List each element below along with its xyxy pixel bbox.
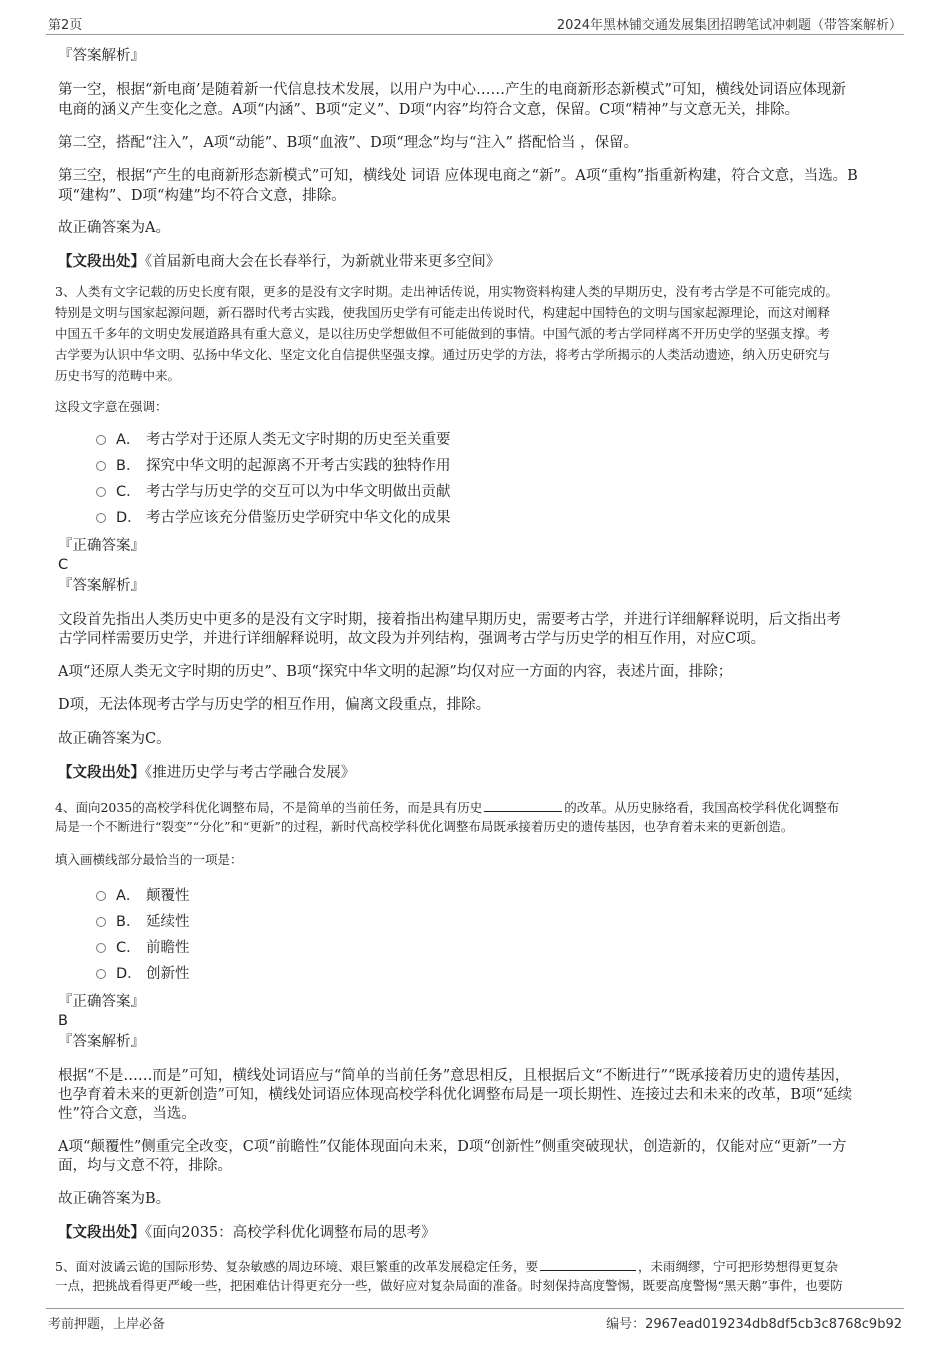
analysis-heading: 『答案解析』 — [58, 48, 145, 64]
analysis-text: A项“还原人类无文字时期的历史”、B项“探究中华文明的起源”均仅对应一方面的内容，表述片面，排除； — [58, 664, 733, 680]
analysis-text: 第二空，搭配“注入”，A项“动能”、B项“血液”、D项“理念”均与“注入” 搭配恰当 ，保留。 — [58, 135, 639, 151]
option-c[interactable]: C． 前瞻性 — [96, 938, 190, 958]
analysis-heading: 『答案解析』 — [58, 578, 145, 594]
source-title: 《推进历史学与考古学融合发展》 — [145, 765, 356, 781]
fill-blank — [540, 1256, 636, 1271]
question-stem: 4、面向2035的高校学科优化调整布局，不是简单的当前任务，而是具有历史 的改革。从历史脉络看，我国高校学科优化调整布 — [55, 797, 839, 817]
correct-answer: C — [58, 557, 69, 573]
radio-icon[interactable] — [96, 461, 106, 471]
answer-heading: 『正确答案』 — [58, 994, 145, 1010]
footer-slogan: 考前押题，上岸必备 — [48, 1317, 166, 1332]
question-prompt: 填入画横线部分最恰当的一项是： — [55, 852, 243, 867]
source-line — [58, 252, 500, 272]
analysis-text: 项“建构”、D项“构建”均不符合文意，排除。 — [58, 188, 346, 204]
conclusion-text: 故正确答案为C。 — [58, 731, 171, 747]
fill-blank — [484, 797, 562, 812]
radio-icon[interactable] — [96, 917, 106, 927]
question-stem: 一点，把挑战看得更严峻一些，把困难估计得更充分一些，做好应对复杂局面的准备。时刻保持高度警惕，既要高度警惕“黑天鹅”事件，也要防 — [55, 1278, 843, 1293]
analysis-text: D项，无法体现考古学与历史学的相互作用，偏离文段重点，排除。 — [58, 697, 491, 713]
source-line — [58, 1223, 436, 1243]
analysis-text: 文段首先指出人类历史中更多的是没有文字时期，接着指出构建早期历史，需要考古学，并进行详细解释说明，后文指出考 — [58, 612, 841, 628]
option-a[interactable]: A． 考古学对于还原人类无文字时期的历史至关重要 — [96, 430, 451, 450]
analysis-text: 也孕育着未来的更新创造”可知，横线处词语应体现高校学科优化调整布局是一项长期性、连接过去和未来的改革，B项“延续 — [58, 1087, 852, 1103]
question-stem: 历史书写的范畴中来。 — [55, 368, 181, 383]
analysis-text: 古学同样需要历史学，并进行详细解释说明，故文段为并列结构，强调考古学与历史学的相互作用，对应C项。 — [58, 631, 766, 647]
source-title: 《面向2035：高校学科优化调整布局的思考》 — [145, 1225, 436, 1241]
page-number: 第2页 — [48, 18, 83, 33]
source-label: 【文段出处】 — [58, 1224, 145, 1241]
question-stem: 5、面对波谲云诡的国际形势、复杂敏感的周边环境、艰巨繁重的改革发展稳定任务，要 ，未雨绸缪，宁可把形势想得更复杂 — [55, 1256, 838, 1276]
document-id: 编号：2967ead019234db8df5cb3c8768c9b92 — [606, 1317, 902, 1332]
radio-icon[interactable] — [96, 513, 106, 523]
option-d[interactable]: D． 创新性 — [96, 964, 190, 984]
radio-icon[interactable] — [96, 891, 106, 901]
radio-icon[interactable] — [96, 487, 106, 497]
question-stem: 中国五千多年的文明史发展道路具有重大意义，是以往历史学想做但不可能做到的事情。中国气派的考古学同样离不开历史学的坚强支撑。考 — [55, 326, 831, 341]
analysis-text: 性”符合文意，当选。 — [58, 1106, 196, 1122]
option-b[interactable]: B． 探究中华文明的起源离不开考古实践的独特作用 — [96, 456, 451, 476]
source-title: 《首届新电商大会在长春举行，为新就业带来更多空间》 — [145, 254, 501, 270]
option-d[interactable]: D． 考古学应该充分借鉴历史学研究中华文化的成果 — [96, 508, 451, 528]
radio-icon[interactable] — [96, 943, 106, 953]
source-line — [58, 763, 355, 783]
option-c[interactable]: C． 考古学与历史学的交互可以为中华文明做出贡献 — [96, 482, 451, 502]
page-footer — [46, 1308, 904, 1333]
conclusion-text: 故正确答案为A。 — [58, 220, 170, 236]
question-stem: 特别是文明与国家起源问题，新石器时代考古实践，使我国历史学有可能走出传说时代，构建起中国特色的文明与国家起源理论，而这对阐释 — [55, 305, 831, 320]
question-stem: 3、人类有文字记载的历史长度有限，更多的是没有文字时期。走出神话传说，用实物资料构建人类的早期历史，没有考古学是不可能完成的。 — [55, 284, 838, 299]
analysis-text: 第一空，根据“新电商’是随着新一代信息技术发展，以用户为中心……产生的电商新形态新模式”可知，横线处词语应体现新 — [58, 82, 846, 98]
question-prompt: 这段文字意在强调： — [55, 399, 168, 414]
option-b[interactable]: B． 延续性 — [96, 912, 190, 932]
correct-answer: B — [58, 1013, 68, 1029]
analysis-heading: 『答案解析』 — [58, 1034, 145, 1050]
analysis-text: 面，均与文意不符，排除。 — [58, 1158, 232, 1174]
conclusion-text: 故正确答案为B。 — [58, 1191, 171, 1207]
source-label: 【文段出处】 — [58, 764, 145, 781]
question-stem: 古学要为认识中华文明、弘扬中华文化、坚定文化自信提供坚强支撑。通过历史学的方法，将考古学所揭示的人类活动遗迹，纳入历史研究与 — [55, 347, 831, 362]
analysis-text: 第三空，根据“产生的电商新形态新模式”可知，横线处 词语 应体现电商之“新”。A项“重构”指重新构建，符合文意，当选。B — [58, 168, 858, 184]
analysis-text: A项“颠覆性”侧重完全改变，C项“前瞻性”仅能体现面向未来，D项“创新性”侧重突破现状，创造新的，仅能对应“更新”一方 — [58, 1139, 847, 1155]
analysis-text: 电商的涵义产生变化之意。A项“内涵”、B项“定义”、D项“内容”均符合文意，保留。C项“精神”与文意无关，排除。 — [58, 102, 800, 118]
radio-icon[interactable] — [96, 435, 106, 445]
document-title: 2024年黑林铺交通发展集团招聘笔试冲刺题（带答案解析） — [556, 18, 902, 33]
option-a[interactable]: A． 颠覆性 — [96, 886, 190, 906]
analysis-text: 根据“不是……而是”可知，横线处词语应与“简单的当前任务”意思相反，且根据后文“不断进行”“既承接着历史的遗传基因， — [58, 1068, 850, 1084]
answer-heading: 『正确答案』 — [58, 538, 145, 554]
radio-icon[interactable] — [96, 969, 106, 979]
question-stem: 局是一个不断进行“裂变”“分化”和“更新”的过程，新时代高校学科优化调整布局既承接着历史的遗传基因，也孕育着未来的更新创造。 — [55, 819, 794, 834]
page-header — [46, 12, 904, 35]
source-label: 【文段出处】 — [58, 253, 145, 270]
